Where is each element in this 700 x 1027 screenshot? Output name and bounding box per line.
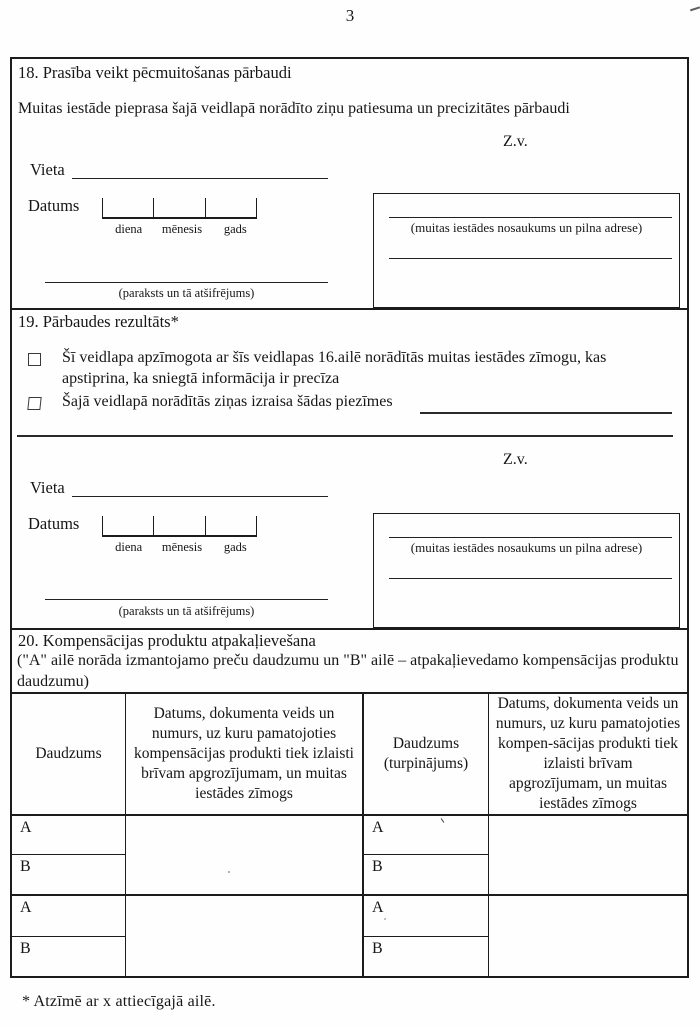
seal-placeholder-label: Z.v. [503,451,528,468]
date-month-box[interactable] [153,516,204,535]
section-18 [12,59,687,310]
document-continued-cell-2[interactable] [488,894,687,978]
quantity-cell-b1[interactable]: B [12,854,125,894]
section-19 [12,308,687,630]
place-input-line[interactable] [72,178,328,179]
date-month-box[interactable] [153,198,204,217]
section-20 [12,628,687,976]
date-day-box[interactable] [102,516,153,535]
date-part-labels [102,222,262,237]
remarks-checkbox[interactable] [27,397,41,410]
customs-office-box[interactable] [373,513,680,628]
document-continued-cell-1[interactable] [488,814,687,894]
column-header-document-continued: Datums, dokumenta veids un numurs, uz kuru pamatojoties kompen-sācijas produkti tiek izlaisti brīvam apgrozījumam, un muitas iestādes zīmogs [488,694,687,814]
stamped-confirmation-checkbox[interactable] [28,353,41,366]
quantity-continued-cell-b2[interactable]: B [362,936,488,978]
date-input-boxes [102,516,257,537]
place-label: Vieta [30,160,65,179]
office-caption: (muitas iestādes nosaukums un pilna adrese) [410,220,643,235]
section-18-statement: Muitas iestāde pieprasa šajā veidlapā norādīto ziņu patiesuma un precizitātes pārbaudi [18,100,570,117]
date-year-box[interactable] [205,198,257,217]
page-number: 3 [345,6,355,25]
date-day-label: diena [115,222,143,236]
office-caption: (muitas iestādes nosaukums un pilna adrese) [410,540,643,555]
quantity-continued-cell-b1[interactable]: B [362,854,488,894]
signature-input-line[interactable] [45,599,328,600]
quantity-cell-b2[interactable]: B [12,936,125,978]
section-20-instructions: ("A" ailē norāda izmantojamo preču daudzumu un "B" ailē – atpakaļievedamo kompensācijas produktu daudzumu) [17,652,679,690]
column-header-document: Datums, dokumenta veids un numurs, uz kuru pamatojoties kompensācijas produkti tiek izlaisti brīvam apgrozījumam, un muitas iestādes zīmogs [125,694,362,814]
date-day-box[interactable] [102,198,153,217]
section-19-title: 19. Pārbaudes rezultāts* [18,312,179,331]
office-name-input-line[interactable] [389,217,672,218]
date-input-boxes [102,198,257,219]
stamped-confirmation-label: Šī veidlapa apzīmogota ar šīs veidlapas 16.ailē norādītās muitas iestādes zīmogu, kas apstiprina, ka sniegtā informācija ir precīza [62,349,607,388]
office-name-input-line[interactable] [389,537,672,538]
quantity-continued-cell-a2[interactable]: A [362,894,488,936]
date-label: Datums [28,196,80,215]
place-input-line[interactable] [72,496,328,497]
seal-placeholder-label: Z.v. [503,133,528,150]
date-label: Datums [28,514,80,533]
document-cell-1[interactable] [125,814,362,894]
date-month-label: mēnesis [161,540,203,554]
quantity-cell-a2[interactable]: A [12,894,125,936]
date-month-label: mēnesis [161,222,203,236]
office-address-input-line[interactable] [389,578,672,579]
quantity-continued-cell-a1[interactable]: A [362,814,488,854]
document-cell-2[interactable] [125,894,362,978]
asterisk-footnote: * Atzīmē ar x attiecīgajā ailē. [22,993,216,1010]
signature-input-line[interactable] [45,282,328,283]
remarks-continuation-line[interactable] [17,435,673,437]
quantity-cell-a1[interactable]: A [12,814,125,854]
customs-office-box[interactable] [373,193,680,308]
section-20-title: 20. Kompensācijas produktu atpakaļievešana [18,631,316,650]
remarks-label: Šajā veidlapā norādītās ziņas izraisa šādas piezīmes [62,393,393,410]
column-header-quantity: Daudzums [35,744,102,762]
form-border-box [10,57,689,978]
office-address-input-line[interactable] [389,258,672,259]
scan-speck [384,918,386,920]
column-header-quantity-continued: Daudzums (turpinājums) [362,694,488,814]
date-day-label: diena [115,540,143,554]
signature-caption: (paraksts un tā atšifrējums) [118,604,255,618]
date-year-box[interactable] [205,516,257,535]
place-label: Vieta [30,478,65,497]
signature-caption: (paraksts un tā atšifrējums) [118,286,255,300]
reimport-table [12,692,687,978]
date-part-labels [102,540,262,555]
section-18-title: 18. Prasība veikt pēcmuitošanas pārbaudi [18,63,292,82]
remarks-input-line[interactable] [420,412,672,414]
date-year-label: gads [223,222,247,236]
date-year-label: gads [223,540,247,554]
scan-speck [228,871,230,873]
